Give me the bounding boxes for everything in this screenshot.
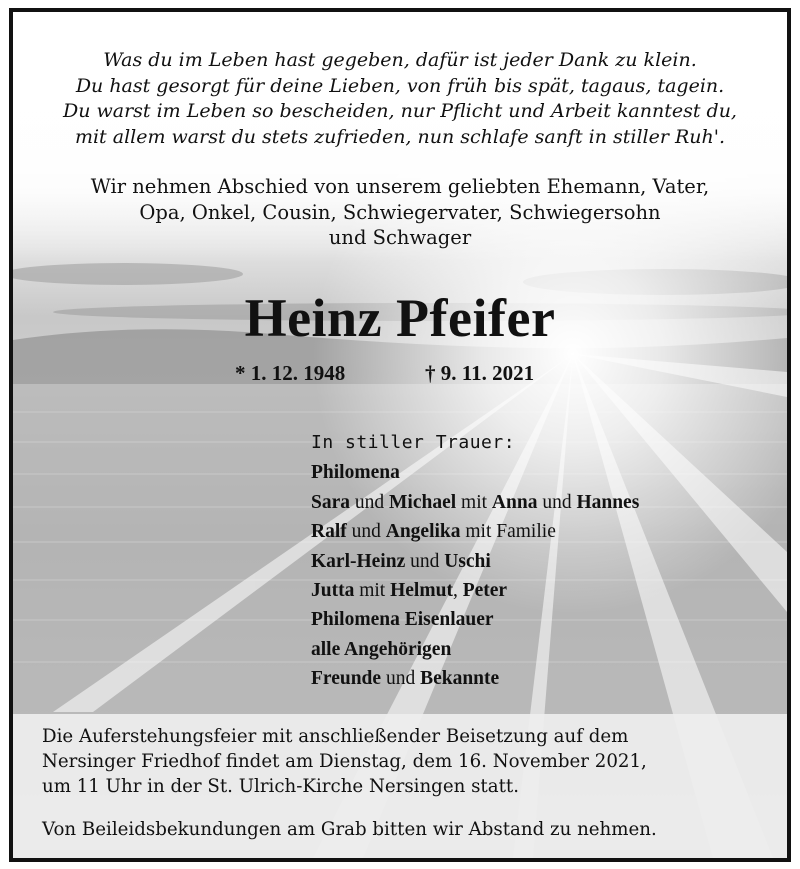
intro-line: Wir nehmen Abschied von unserem geliebten Ehemann, Vater, bbox=[90, 175, 710, 198]
mourner-line bbox=[311, 576, 781, 605]
intro-line: Opa, Onkel, Cousin, Schwiegervater, Schwiegersohn bbox=[139, 200, 661, 224]
intro-line: und Schwager bbox=[328, 226, 472, 249]
service-info bbox=[42, 724, 772, 799]
mourner-name: Helmut bbox=[390, 580, 453, 602]
mourner-connector: und bbox=[381, 668, 421, 690]
mourner-name: Uschi bbox=[444, 550, 491, 572]
service-line: um 11 Uhr in der St. Ulrich-Kirche Nersingen statt. bbox=[42, 776, 519, 797]
mourner-name: Sara bbox=[311, 491, 350, 513]
mourner-connector: und bbox=[350, 491, 389, 513]
mourner-line bbox=[311, 664, 781, 693]
mourner-name: Ralf bbox=[311, 521, 347, 543]
mourner-name: alle Angehörigen bbox=[311, 638, 452, 660]
mourner-connector: mit bbox=[354, 580, 391, 602]
mourner-line bbox=[311, 517, 781, 546]
mourner-name: Karl-Heinz bbox=[311, 550, 406, 572]
condolence-notice: Von Beileidsbekundungen am Grab bitten wir Abstand zu nehmen. bbox=[42, 819, 657, 840]
obituary-frame bbox=[9, 8, 791, 862]
mourner-line bbox=[311, 458, 781, 487]
mourner-name: Philomena Eisenlauer bbox=[311, 609, 494, 631]
mourner-name: Freunde bbox=[311, 668, 382, 690]
mourner-line bbox=[311, 605, 781, 634]
mourner-line bbox=[311, 635, 781, 664]
mourner-name: Philomena bbox=[311, 462, 400, 484]
poem-line: mit allem warst du stets zufrieden, nun schlafe sanft in stiller Ruh'. bbox=[74, 125, 726, 148]
mourner-connector: und bbox=[346, 521, 386, 543]
mourner-connector: mit bbox=[456, 491, 492, 513]
mourner-connector: und bbox=[405, 550, 445, 572]
deceased-name: Heinz Pfeifer bbox=[244, 288, 556, 348]
mourners-heading: In stiller Trauer: bbox=[311, 432, 516, 453]
mourner-name: Angelika bbox=[385, 521, 461, 543]
mourner-name: Michael bbox=[389, 491, 457, 513]
mourner-name: Jutta bbox=[311, 580, 355, 602]
mourner-name: Bekannte bbox=[420, 668, 500, 690]
poem-line: Was du im Leben hast gegeben, dafür ist jeder Dank zu klein. bbox=[103, 49, 697, 71]
mourners-list bbox=[311, 428, 781, 694]
mourner-name: Peter bbox=[462, 580, 508, 602]
mourner-line bbox=[311, 488, 781, 517]
poem-line: Du warst im Leben so bescheiden, nur Pflicht und Arbeit kanntest du, bbox=[63, 100, 737, 122]
mourner-name: Anna bbox=[491, 491, 538, 513]
poem-line: Du hast gesorgt für deine Lieben, von früh bis spät, tagaus, tagein. bbox=[75, 74, 725, 97]
service-line: Die Auferstehungsfeier mit anschließender Beisetzung auf dem bbox=[42, 726, 629, 747]
death-date: † 9. 11. 2021 bbox=[425, 361, 535, 385]
mourner-connector: mit Familie bbox=[460, 521, 556, 543]
mourner-name: Hannes bbox=[576, 491, 640, 513]
service-line: Nersinger Friedhof findet am Dienstag, dem 16. November 2021, bbox=[42, 751, 647, 772]
birth-date: * 1. 12. 1948 bbox=[235, 361, 346, 385]
memorial-poem bbox=[13, 48, 787, 150]
mourner-connector: , bbox=[452, 580, 463, 602]
mourner-line bbox=[311, 547, 781, 576]
farewell-intro bbox=[13, 174, 787, 251]
mourner-connector: und bbox=[537, 491, 577, 513]
